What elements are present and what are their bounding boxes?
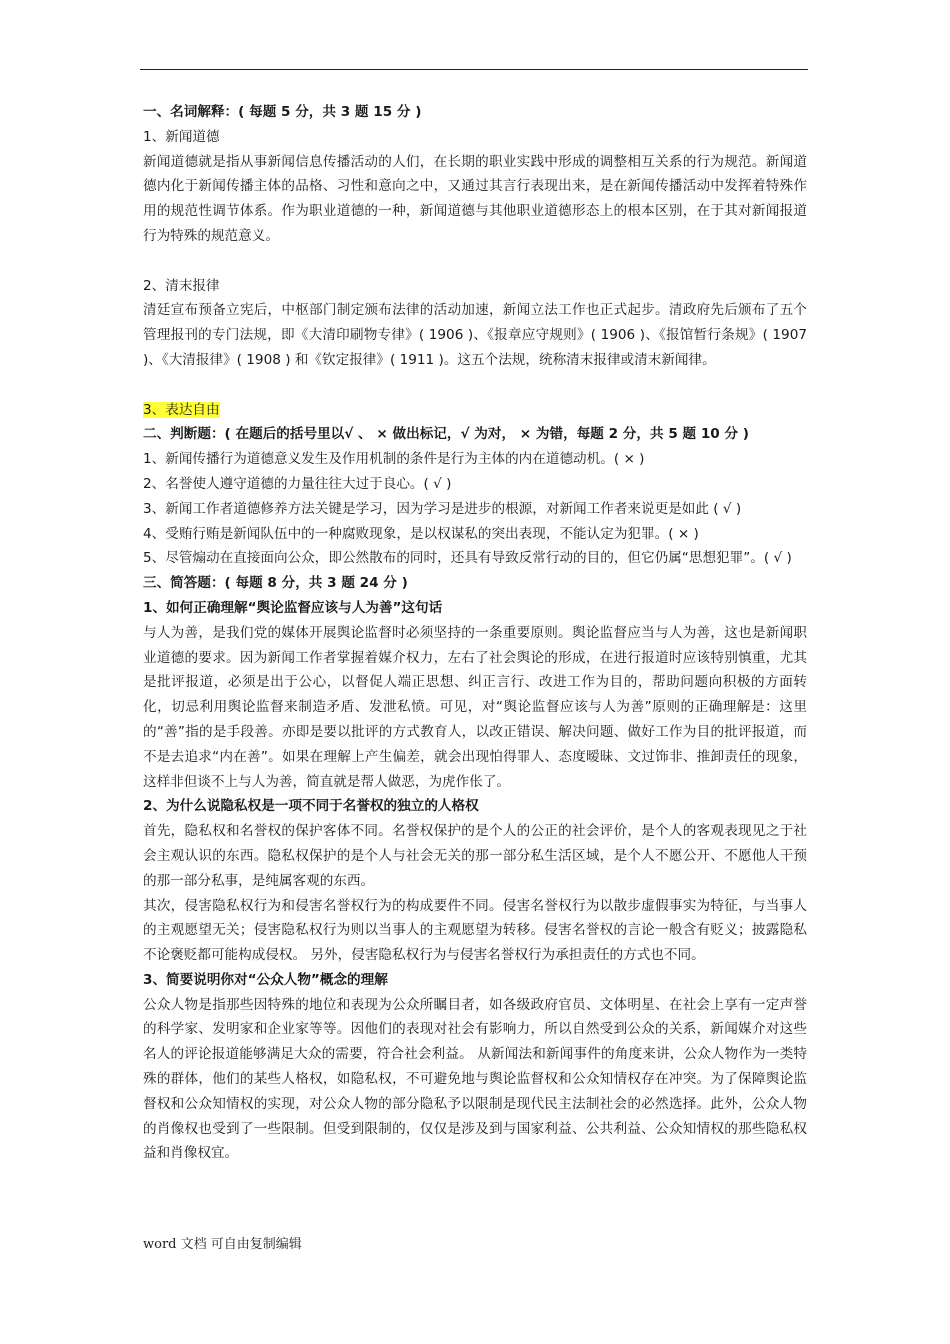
section1-q1-title: 1、新闻道德: [143, 128, 220, 145]
judgment-item-4: 4、受贿行贿是新闻队伍中的一种腐败现象，是以权谋私的突出表现，不能认定为犯罪。( × ): [143, 525, 699, 542]
section3-heading: 三、简答题：( 每题 8 分，共 3 题 24 分 ): [143, 575, 408, 592]
section2-heading: 二、判断题：( 在题后的括号里以√ 、 × 做出标记，√ 为对， × 为错，每题 2 分，共 5 题 10 分 ): [143, 426, 750, 443]
section1-q1-body: 新闻道德就是指从事新闻信息传播活动的人们，在长期的职业实践中形成的调整相互关系的行为规范。新闻道德内化于新闻传播主体的品格、习性和意向之中，又通过其言行表现出来，是在新闻传播活动中发挥着特殊作用的规范性调节体系。作为职业道德的一种，新闻道德与其他职业道德形态上的根本区别，在于其对新闻报道行为特殊的规范意义。: [143, 153, 807, 244]
header-rule: [140, 69, 808, 70]
section3-q1-title: 1、如何正确理解“舆论监督应该与人为善”这句话: [143, 599, 443, 616]
highlighted-term: 3、表达自由: [143, 401, 220, 418]
page-footer: word 文档 可自由复制编辑: [143, 1237, 302, 1252]
section1-heading: 一、名词解释：( 每题 5 分，共 3 题 15 分 ): [143, 104, 422, 120]
section3-q3-body: 公众人物是指那些因特殊的地位和表现为公众所瞩目者，如各级政府官员、文体明星、在社会上享有一定声誉的科学家、发明家和企业家等等。因他们的表现对社会有影响力，所以自然受到公众的关系，新闻媒介对这些名人的评论报道能够满足大众的需要，符合社会利益。 从新闻法和新闻事件的角度来讲，公众人物作为一类特殊的群体，他们的某些人格权，如隐私权，不可避免地与舆论监督权和公众知情权存在冲突。为了保障舆论监督权和公众知情权的实现，对公众人物的部分隐私予以限制是现代民主法制社会的必然选择。此外，公众人物的肖像权也受到了一些限制。但受到限制的，仅仅是涉及到与国家利益、公共利益、公众知情权的那些隐私权益和肖像权宜。: [143, 996, 807, 1162]
document-body: [143, 100, 807, 1166]
section1-q2-title: 2、清末报律: [143, 277, 220, 294]
section3-q3-title: 3、简要说明你对“公众人物”概念的理解: [143, 971, 388, 988]
section3-q2-title: 2、为什么说隐私权是一项不同于名誉权的独立的人格权: [143, 798, 479, 815]
judgment-item-1: 1、新闻传播行为道德意义发生及作用机制的条件是行为主体的内在道德动机。( × ): [143, 451, 645, 468]
section3-q2-body-2: 其次，侵害隐私权行为和侵害名誉权行为的构成要件不同。侵害名誉权行为以散步虚假事实为特征，与当事人的主观愿望无关；侵害隐私权行为则以当事人的主观愿望为转移。侵害名誉权的言论一般含有贬义；披露隐私不论褒贬都可能构成侵权。 另外，侵害隐私权行为与侵害名誉权行为承担责任的方式也不同。: [143, 897, 807, 964]
section3-q2-body-1: 首先，隐私权和名誉权的保护客体不同。名誉权保护的是个人的公正的社会评价，是个人的客观表现见之于社会主观认识的东西。隐私权保护的是个人与社会无关的那一部分私生活区域，是个人不愿公开、不愿他人干预的那一部分私事，是纯属客观的东西。: [143, 823, 807, 889]
judgment-item-2: 2、名誉使人遵守道德的力量往往大过于良心。( √ ): [143, 475, 452, 492]
section3-q1-body: 与人为善，是我们党的媒体开展舆论监督时必须坚持的一条重要原则。舆论监督应当与人为善，这也是新闻职业道德的要求。因为新闻工作者掌握着媒介权力，左右了社会舆论的形成，在进行报道时应该特别慎重，尤其是批评报道，必须是出于公心，以督促人端正思想、纠正言行、改进工作为目的，帮助问题向积极的方面转化，切忌利用舆论监督来制造矛盾、发泄私愤。可见，对“舆论监督应该与人为善”原则的正确理解是：这里的“善”指的是手段善。亦即是要以批评的方式教育人，以改正错误、解决问题、做好工作为目的批评报道，而不是去追求“内在善”。如果在理解上产生偏差，就会出现怕得罪人、态度暧昧、文过饰非、推卸责任的现象，这样非但谈不上与人为善，简直就是帮人做恶，为虎作伥了。: [143, 624, 807, 790]
section1-q3-title: [143, 398, 807, 423]
judgment-item-5: 5、尽管煽动在直接面向公众，即公然散布的同时，还具有导致反常行动的目的，但它仍属“思想犯罪”。( √ ): [143, 550, 792, 567]
section1-q2-body: 清廷宣布预备立宪后，中枢部门制定颁布法律的活动加速，新闻立法工作也正式起步。清政府先后颁布了五个管理报刊的专门法规，即《大清印刷物专律》( 1906 )、《报章应守规则》( 1906 )、《报馆暂行条规》( 1907 )、《大清报律》( 1908 ) 和《钦定报律》( 1911 )。这五个法规，统称清末报律或清末新闻律。: [143, 302, 807, 368]
judgment-item-3: 3、新闻工作者道德修养方法关键是学习，因为学习是进步的根源，对新闻工作者来说更是如此 ( √ ): [143, 500, 742, 517]
